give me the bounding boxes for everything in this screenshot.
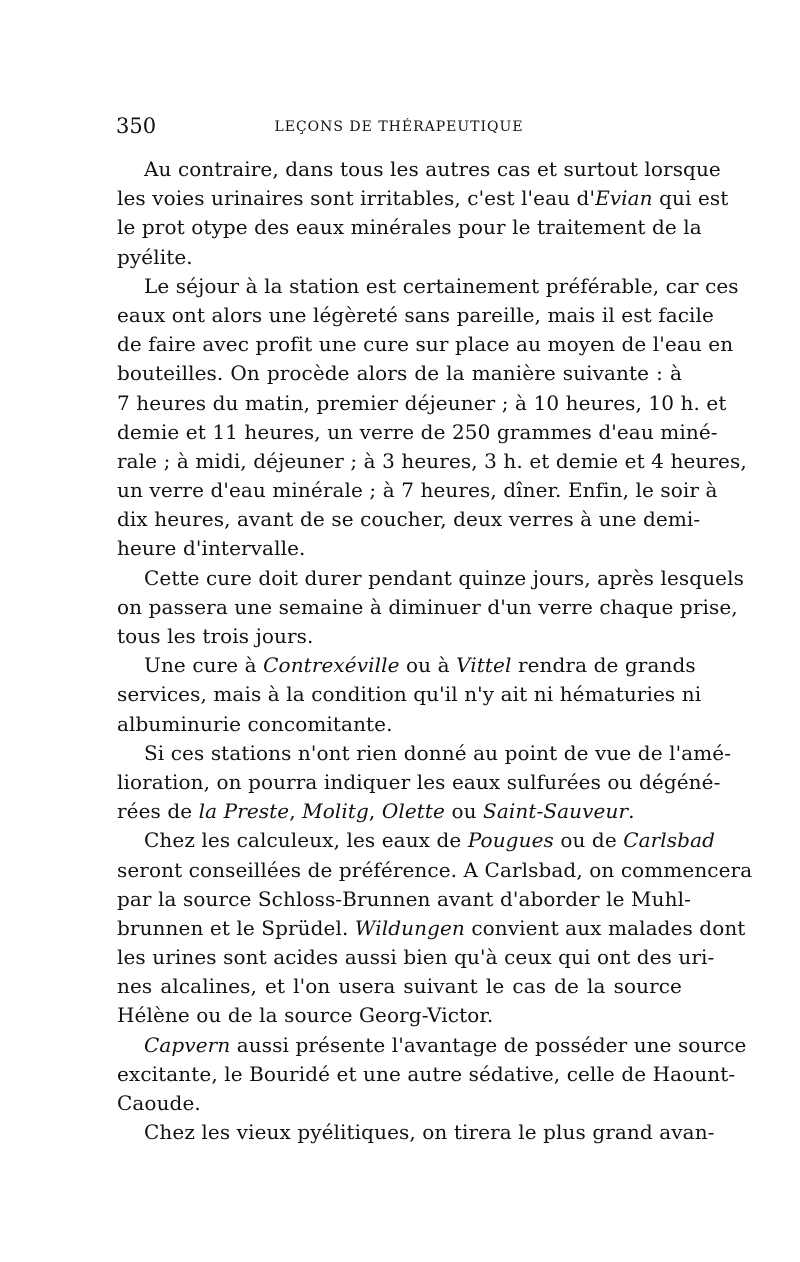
text-line: heure d'intervalle. (117, 536, 306, 561)
text-line: eaux ont alors une légèreté sans pareille, mais il est facile (117, 302, 714, 327)
text-line: rale ; à midi, déjeuner ; à 3 heures, 3 h. et demie et 4 heures, (117, 448, 747, 473)
page-header (116, 113, 682, 139)
text-line: tous les trois jours. (117, 624, 314, 648)
text-line: Cette cure doit durer pendant quinze jours, après lesquels (144, 565, 744, 590)
text-line: lioration, on pourra indiquer les eaux sulfurées ou dégéné- (117, 769, 721, 794)
text-line: Caoude. (117, 1091, 201, 1115)
text-line: Capvern aussi présente l'avantage de posséder une source (144, 1032, 747, 1057)
text-line: brunnen et le Sprüdel. Wildungen convient aux malades dont (117, 915, 746, 940)
text-line: rées de la Preste, Molitg, Olette ou Saint-Sauveur. (117, 799, 635, 824)
text-line: seront conseillées de préférence. A Carlsbad, on commencera (117, 857, 753, 882)
text-line: services, mais à la condition qu'il n'y ait ni hématuries ni (117, 682, 702, 707)
body-text (117, 155, 753, 1147)
running-title: LEÇONS DE THÉRAPEUTIQUE (274, 119, 524, 135)
text-line: un verre d'eau minérale ; à 7 heures, dîner. Enfin, le soir à (117, 478, 718, 503)
text-line: Le séjour à la station est certainement préférable, car ces (144, 273, 739, 298)
text-line: de faire avec profit une cure sur place au moyen de l'eau en (117, 332, 734, 357)
text-line: 7 heures du matin, premier déjeuner ; à 10 heures, 10 h. et (117, 390, 727, 415)
text-line: demie et 11 heures, un verre de 250 grammes d'eau miné- (117, 419, 718, 444)
text-line: albuminurie concomitante. (117, 711, 393, 736)
text-line: Chez les vieux pyélitiques, on tirera le plus grand avan- (144, 1120, 715, 1145)
text-line: par la source Schloss-Brunnen avant d'aborder le Muhl- (117, 886, 691, 911)
text-line: les voies urinaires sont irritables, c'est l'eau d'Evian qui est (117, 186, 729, 211)
text-line: Une cure à Contrexéville ou à Vittel rendra de grands (144, 653, 696, 678)
text-line: excitante, le Bouridé et une autre sédative, celle de Haount- (117, 1061, 736, 1086)
text-line: bouteilles. On procède alors de la manière suivante : à (117, 361, 682, 386)
text-line: pyélite. (117, 244, 193, 269)
text-line: on passera une semaine à diminuer d'un verre chaque prise, (117, 594, 738, 619)
text-line: Si ces stations n'ont rien donné au point de vue de l'amé- (144, 740, 732, 765)
text-line: Au contraire, dans tous les autres cas et surtout lorsque (144, 157, 721, 181)
page-number: 350 (116, 114, 157, 138)
text-line: Chez les calculeux, les eaux de Pougues ou de Carlsbad (144, 828, 715, 853)
text-line: nes alcalines, et l'on usera suivant le cas de la source (117, 974, 682, 999)
text-line: le prot otype des eaux minérales pour le traitement de la (117, 215, 702, 240)
text-line: dix heures, avant de se coucher, deux verres à une demi- (117, 507, 701, 532)
text-line: les urines sont acides aussi bien qu'à ceux qui ont des uri- (117, 945, 715, 970)
text-line: Hélène ou de la source Georg-Victor. (117, 1003, 494, 1028)
